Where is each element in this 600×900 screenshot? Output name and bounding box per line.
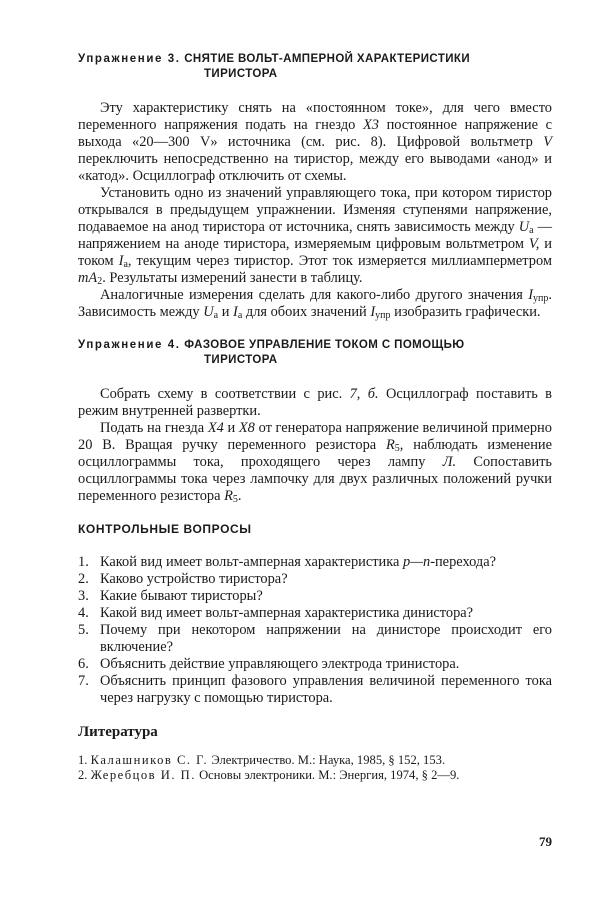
exercise-4-paragraph-2: Подать на гнезда X4 и X8 от генератора напряжение величиной примерно 20 В. Вращая ручку переменного резистора $R_5$, наблюдать изменение осциллограммы тока, проходящего через лампу Л. Сопоставить осциллограммы тока через лампочку для двух различных положений ручки переменного резистора $R_5$. (78, 420, 552, 505)
exercise-4-title-line1: ФАЗОВОЕ УПРАВЛЕНИЕ ТОКОМ С ПОМОЩЬЮ (184, 339, 465, 351)
reference-item: 2. Жеребцов И. П. Основы электроники. М.: Энергия, 1974, § 2—9. (78, 768, 460, 782)
exercise-3-paragraph-1: Эту характеристику снять на «постоянном токе», для чего вместо переменного напряжения подать на гнездо X3 постоянное напряжение с выхода «20—300 V» источника (см. рис. 8). Цифровой вольтметр V переключить непосредственно на тиристор, между его выводами «анод» и «катод». Осциллограф отключить от схемы. (78, 100, 552, 184)
exercise-4-heading (78, 338, 552, 368)
question-item: 2. Каково устройство тиристора? (78, 571, 288, 587)
page-number: 79 (539, 834, 552, 849)
questions-list (78, 554, 552, 707)
literature-title: Литература (78, 724, 158, 740)
exercise-3-heading (78, 52, 552, 82)
question-item: 3. Какие бывают тиристоры? (78, 588, 263, 604)
question-item: 1. Какой вид имеет вольт-амперная характеристика p—n-перехода? (78, 554, 496, 570)
exercise-4-label: Упражнение 4. (78, 339, 181, 351)
exercise-4-title-line2: ТИРИСТОРА (204, 354, 278, 366)
question-item: 6. Объяснить действие управляющего электрода тринистора. (78, 656, 460, 672)
reference-item: 1. Калашников С. Г. Электричество. М.: Наука, 1985, § 152, 153. (78, 753, 446, 767)
question-item: 7. Объяснить принцип фазового управления величиной переменного тока через нагрузку с помощью тиристора. (78, 673, 552, 706)
references-list (78, 753, 552, 783)
exercise-3-paragraph-3: Аналогичные измерения сделать для какого-либо другого значения $I_{упр}$. Зависимость между $U_а$ и $I_а$ для обоих значений $I_{упр}$ изобразить графически. (78, 287, 552, 321)
exercise-4-paragraph-1: Собрать схему в соответствии с рис. 7, б. Осциллограф поставить в режим внутренней развертки. (78, 386, 552, 419)
question-item: 4. Какой вид имеет вольт-амперная характеристика динистора? (78, 605, 474, 621)
exercise-3-paragraph-2: Установить одно из значений управляющего тока, при котором тиристор открывался в предыдущем упражнении. Изменяя ступенями напряжение, подаваемое на анод тиристора от источника, снять зависимость между $U_а$ — напряжением на аноде тиристора, измеряемым цифровым вольтметром V, и током $I_а$, текущим через тиристор. Этот ток измеряется миллиамперметром $mA_2$. Результаты измерений занести в таблицу. (78, 185, 552, 287)
exercise-3-title-line1: СНЯТИЕ ВОЛЬТ-АМПЕРНОЙ ХАРАКТЕРИСТИКИ (184, 53, 470, 65)
question-item: 5. Почему при некотором напряжении на динисторе происходит его включение? (78, 622, 552, 655)
control-questions-title: КОНТРОЛЬНЫЕ ВОПРОСЫ (78, 522, 252, 536)
exercise-3-title-line2: ТИРИСТОРА (204, 68, 278, 80)
exercise-3-label: Упражнение 3. (78, 53, 181, 65)
